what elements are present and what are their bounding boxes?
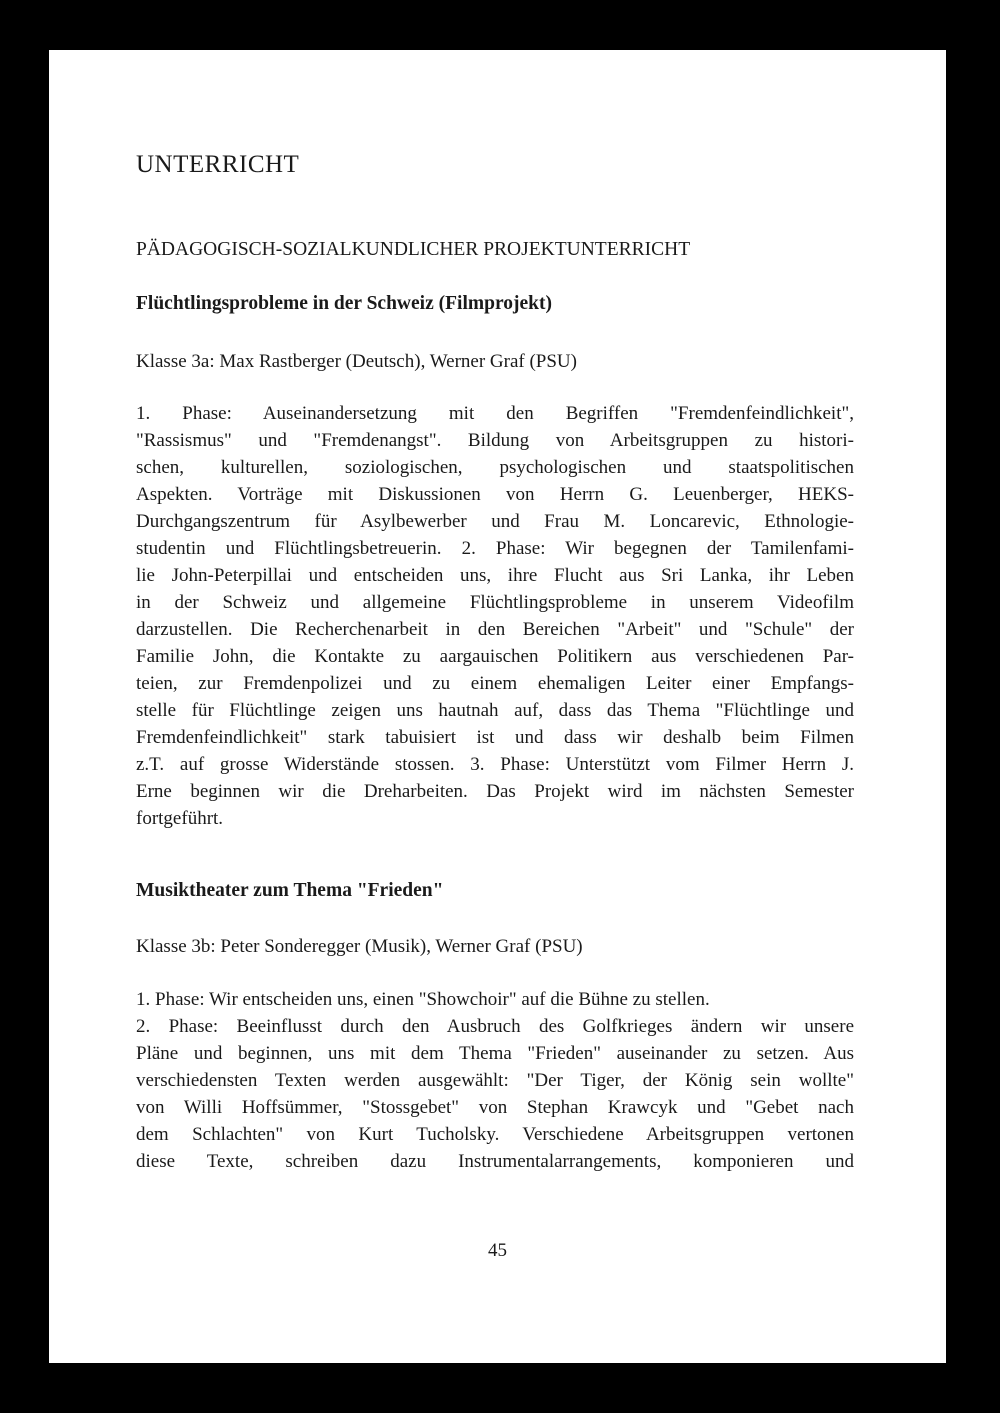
project-description-fluechtlinge — [136, 400, 854, 832]
text-line: 1. Phase: Auseinandersetzung mit den Begriffen "Fremdenfeindlichkeit", — [136, 403, 854, 424]
project-title-fluechtlinge: Flüchtlingsprobleme in der Schweiz (Filmprojekt) — [136, 293, 552, 314]
text-line: dem Schlachten" von Kurt Tucholsky. Verschiedene Arbeitsgruppen vertonen — [136, 1124, 854, 1145]
text-line: "Rassismus" und "Fremdenangst". Bildung von Arbeitsgruppen zu histori- — [136, 430, 854, 451]
text-line: 2. Phase: Beeinflusst durch den Ausbruch des Golfkrieges ändern wir unsere — [136, 1016, 854, 1037]
text-line: lie John-Peterpillai und entscheiden uns, ihre Flucht aus Sri Lanka, ihr Leben — [136, 565, 854, 586]
section-title: PÄDAGOGISCH-SOZIALKUNDLICHER PROJEKTUNTERRICHT — [136, 239, 691, 260]
text-line: Pläne und beginnen, uns mit dem Thema "Frieden" auseinander zu setzen. Aus — [136, 1043, 854, 1064]
project-description-musiktheater — [136, 986, 854, 1175]
class-line-3b: Klasse 3b: Peter Sonderegger (Musik), Werner Graf (PSU) — [136, 936, 583, 957]
project-title-musiktheater: Musiktheater zum Thema "Frieden" — [136, 880, 444, 901]
chapter-title: UNTERRICHT — [136, 151, 300, 178]
text-line: darzustellen. Die Recherchenarbeit in den Bereichen "Arbeit" und "Schule" der — [136, 619, 854, 640]
class-line-3a: Klasse 3a: Max Rastberger (Deutsch), Werner Graf (PSU) — [136, 351, 577, 372]
text-line: fortgeführt. — [136, 808, 224, 829]
text-line-phase1: 1. Phase: Wir entscheiden uns, einen "Showchoir" auf die Bühne zu stellen. — [136, 989, 710, 1010]
text-line: Aspekten. Vorträge mit Diskussionen von Herrn G. Leuenberger, HEKS- — [136, 484, 854, 505]
text-line: diese Texte, schreiben dazu Instrumentalarrangements, komponieren und — [136, 1151, 854, 1172]
text-line: Familie John, die Kontakte zu aargauischen Politikern aus verschiedenen Par- — [136, 646, 854, 667]
text-line: Fremdenfeindlichkeit" stark tabuisiert ist und dass wir deshalb beim Filmen — [136, 727, 854, 748]
text-line: teien, zur Fremdenpolizei und zu einem ehemaligen Leiter einer Empfangs- — [136, 673, 854, 694]
text-line: schen, kulturellen, soziologischen, psychologischen und staatspolitischen — [136, 457, 854, 478]
text-line: z.T. auf grosse Widerstände stossen. 3. Phase: Unterstützt vom Filmer Herrn J. — [136, 754, 854, 775]
text-line: in der Schweiz und allgemeine Flüchtlingsprobleme in unserem Videofilm — [136, 592, 854, 613]
page-number: 45 — [488, 1240, 507, 1261]
text-line: verschiedensten Texten werden ausgewählt: "Der Tiger, der König sein wollte" — [136, 1070, 854, 1091]
text-line: Durchgangszentrum für Asylbewerber und Frau M. Loncarevic, Ethnologie- — [136, 511, 854, 532]
text-line: stelle für Flüchtlinge zeigen uns hautnah auf, dass das Thema "Flüchtlinge und — [136, 700, 854, 721]
document-page — [49, 50, 946, 1363]
text-line: von Willi Hoffsümmer, "Stossgebet" von Stephan Krawcyk und "Gebet nach — [136, 1097, 854, 1118]
text-line: Erne beginnen wir die Dreharbeiten. Das Projekt wird im nächsten Semester — [136, 781, 854, 802]
text-line: studentin und Flüchtlingsbetreuerin. 2. Phase: Wir begegnen der Tamilenfami- — [136, 538, 854, 559]
